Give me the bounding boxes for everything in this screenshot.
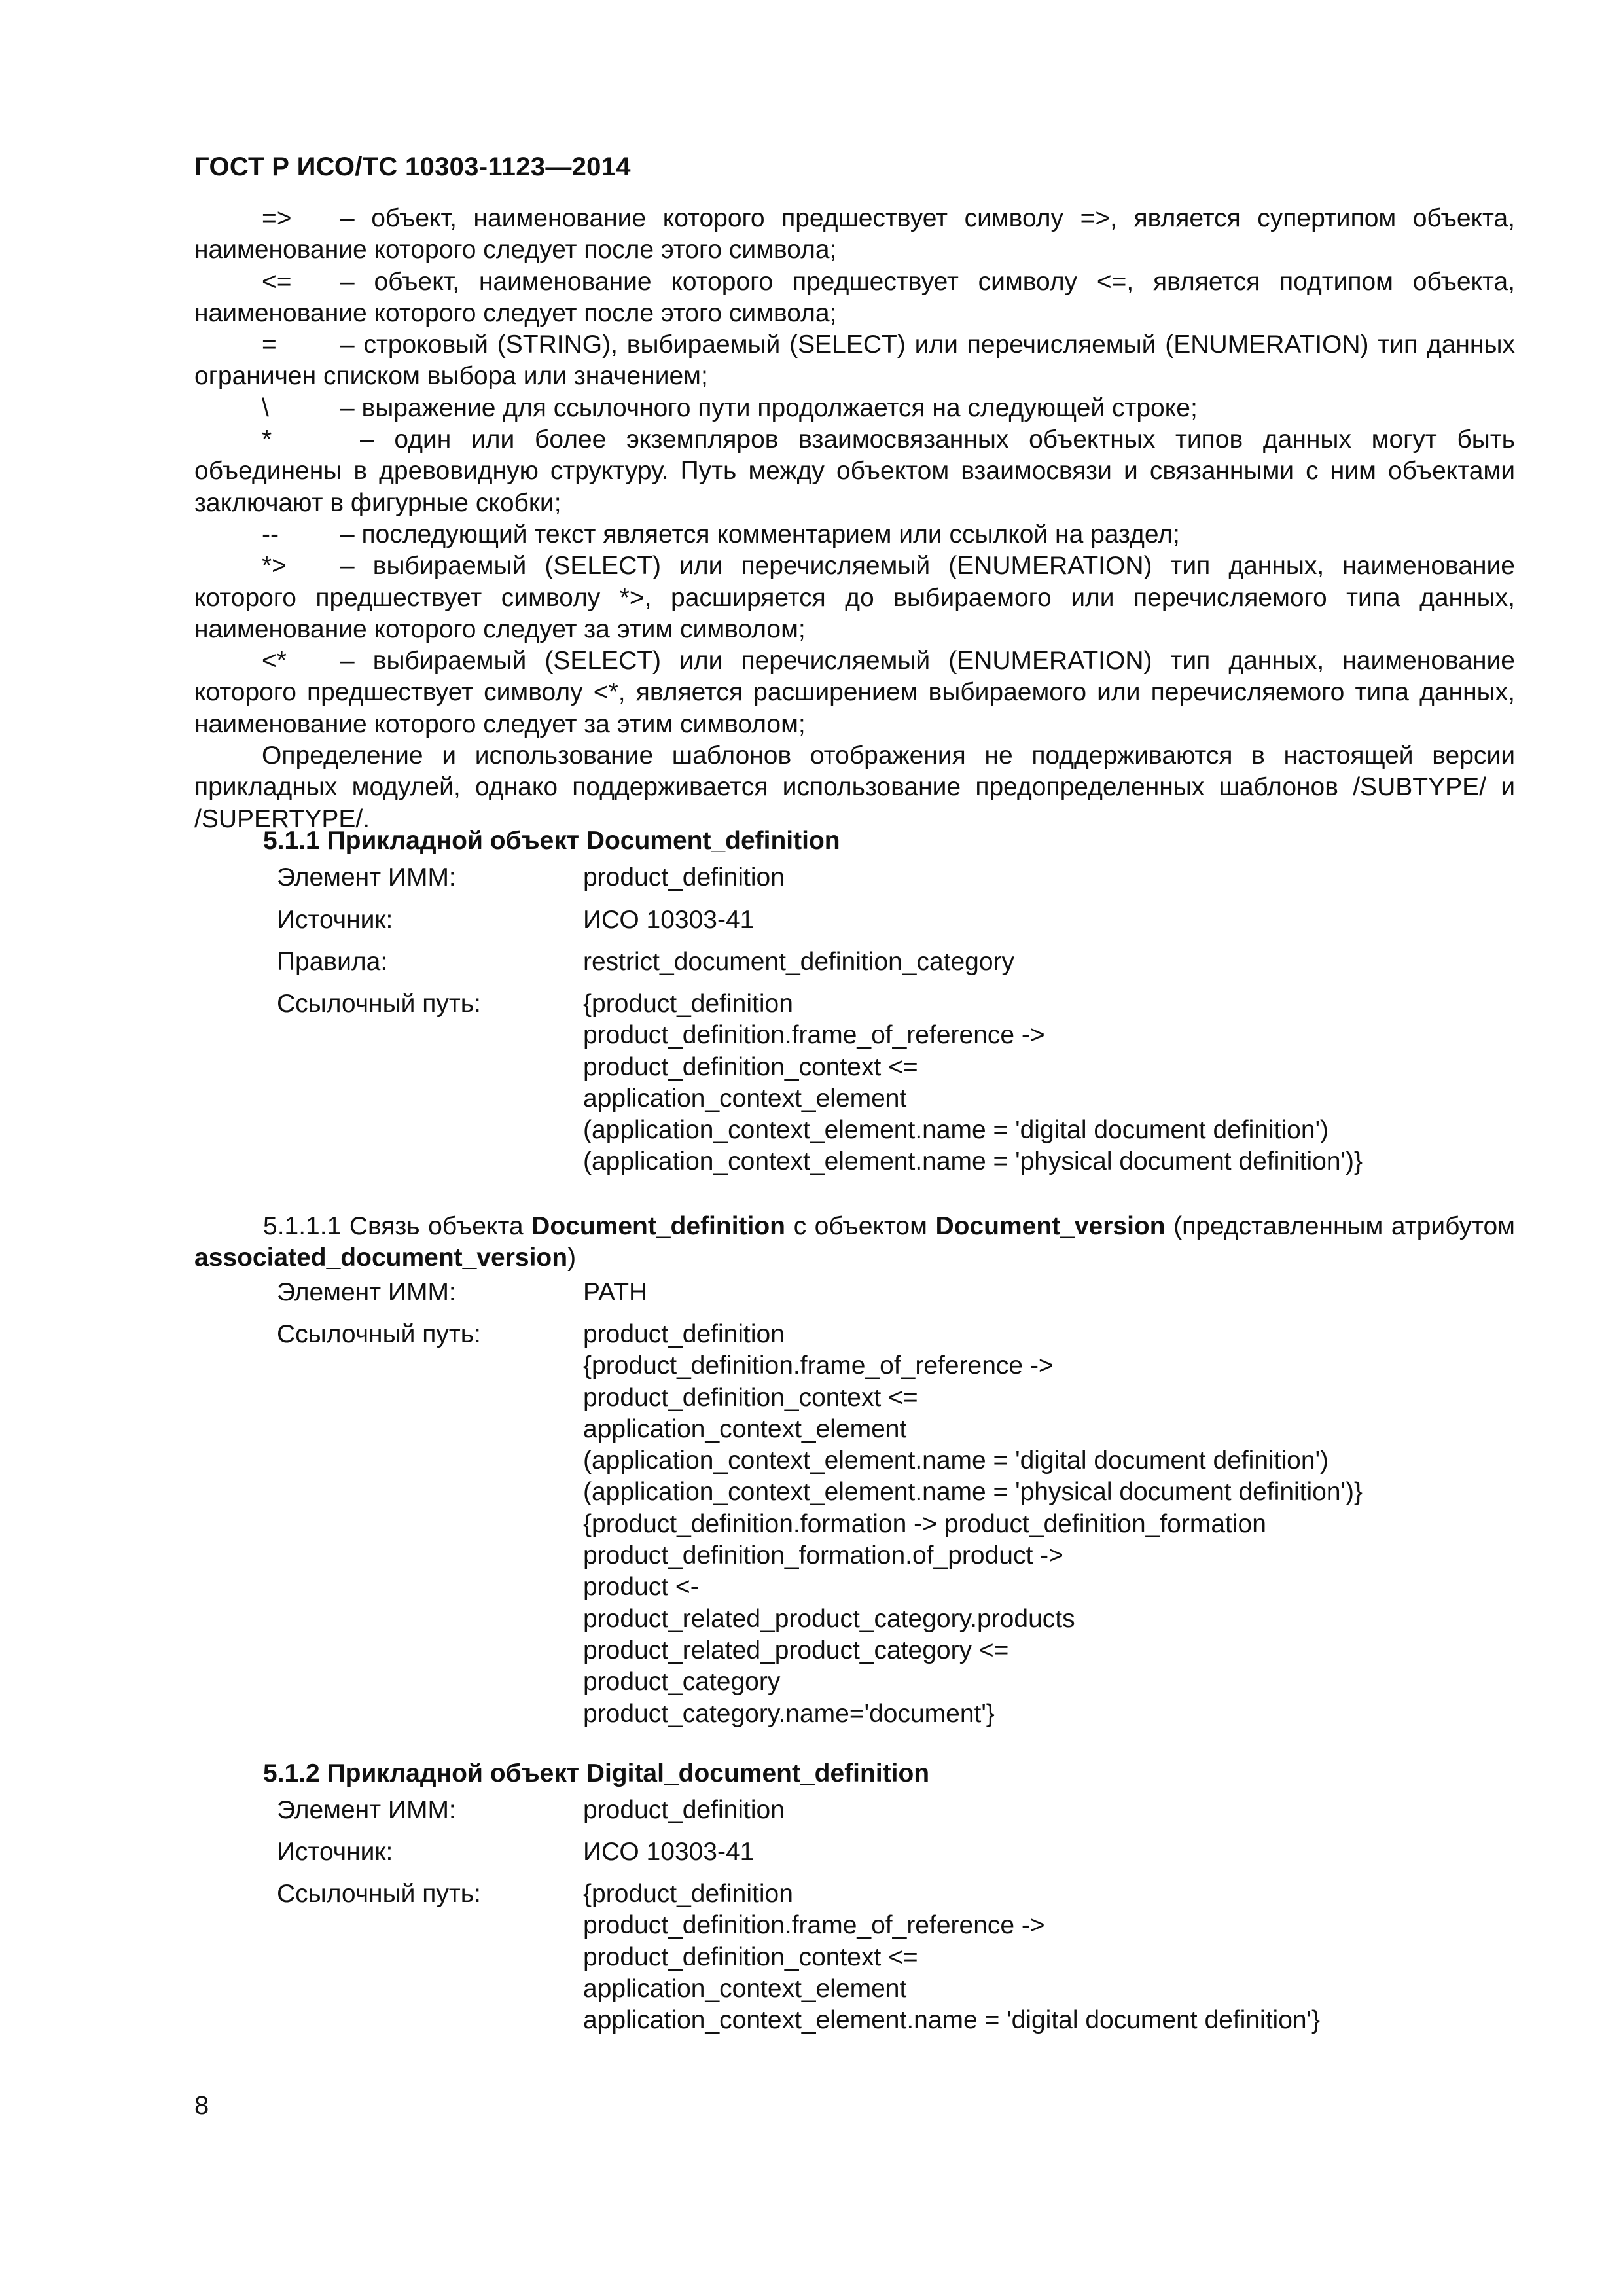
definition-item xyxy=(194,393,1515,424)
section-heading: 5.1.2 Прикладной объект Digital_document_definition xyxy=(263,1759,930,1787)
definition-item xyxy=(194,519,1515,550)
templates-note: Определение и использование шаблонов отображения не поддерживаются в настоящей версии прикладных модулей, однако поддерживается использование предопределенных шаблонов /SUBTYPE/ и /SUPERTYPE/. xyxy=(194,742,1515,833)
document-code: ГОСТ Р ИСО/ТС 10303-1123—2014 xyxy=(194,152,631,181)
section-heading: 5.1.1 Прикладной объект Document_definition xyxy=(263,827,840,855)
mapping-value: product_definition xyxy=(583,1796,785,1824)
definition-text: – последующий текст является комментарием или ссылкой на раздел; xyxy=(340,520,1180,548)
definition-item xyxy=(194,266,1515,330)
mapping-label: Элемент ИММ: xyxy=(277,863,456,891)
object-name: Document_definition xyxy=(531,1212,786,1240)
definition-text: – строковый (STRING), выбираемый (SELECT) или перечисляемый (ENUMERATION) тип данных ограничен списком выбора или значением; xyxy=(194,331,1515,391)
definition-text: – объект, наименование которого предшествует символу <=, является подтипом объекта, наименование которого следует после этого символа; xyxy=(194,267,1515,327)
object-name: Document_version xyxy=(935,1212,1166,1240)
definition-text: – выражение для ссылочного пути продолжается на следующей строке; xyxy=(340,393,1198,422)
definition-item xyxy=(194,645,1515,740)
reference-path: {product_definition product_definition.frame_of_reference -> product_definition_context <= application_context_element (application_context_element.name = 'digital document definition') (application_context_element.name = 'physical document definition')} xyxy=(583,990,1363,1176)
definition-symbol: *> xyxy=(262,552,287,581)
definition-text: – один или более экземпляров взаимосвязанных объектных типов данных могут быть объединены в древовидную структуру. Путь между объектом взаимосвязи и связанными с ним объектами заключают в фигурные скобки; xyxy=(194,425,1515,517)
symbol-definitions xyxy=(194,203,1515,835)
definition-symbol: \ xyxy=(262,393,269,422)
mapping-label: Источник: xyxy=(277,906,393,934)
reference-path: product_definition {product_definition.frame_of_reference -> product_definition_context <= application_context_element (application_context_element.name = 'digital document definition') (application_context_element.name = 'physical document definition')} {product_definition.formation -> product_definition_formation product_definition_formation.of_product -> product <- product_related_product_category.products product_related_product_category <= product_category product_category.name='document'} xyxy=(583,1320,1363,1728)
definition-symbol: <= xyxy=(262,267,292,296)
mapping-label: Ссылочный путь: xyxy=(277,1320,481,1348)
mapping-value: ИСО 10303-41 xyxy=(583,1838,755,1866)
page-number: 8 xyxy=(194,2091,209,2120)
mapping-value: product_definition xyxy=(583,863,785,891)
definition-symbol: <* xyxy=(262,647,287,675)
mapping-label: Элемент ИММ: xyxy=(277,1278,456,1306)
definition-symbol: -- xyxy=(262,520,279,548)
definition-symbol: = xyxy=(262,331,277,359)
relation-paragraph: 5.1.1.1 Связь объекта Document_definition с объектом Document_version (представленным атрибутом associated_document_version) xyxy=(194,1212,1515,1272)
mapping-value: ИСО 10303-41 xyxy=(583,906,755,934)
definition-symbol: => xyxy=(262,204,292,232)
definition-text: – выбираемый (SELECT) или перечисляемый (ENUMERATION) тип данных, наименование которого предшествует символу <*, является расширением выбираемого или перечисляемого типа данных, наименование которого следует за этим символом; xyxy=(194,647,1515,738)
definition-item xyxy=(194,424,1515,519)
mapping-label: Элемент ИММ: xyxy=(277,1796,456,1824)
reference-path: {product_definition product_definition.frame_of_reference -> product_definition_context <= application_context_element application_context_element.name = 'digital document definition'} xyxy=(583,1880,1321,2035)
definition-symbol: * xyxy=(262,425,272,454)
definition-item xyxy=(194,203,1515,266)
mapping-label: Правила: xyxy=(277,948,388,976)
mapping-value: PATH xyxy=(583,1278,648,1306)
mapping-label: Ссылочный путь: xyxy=(277,1880,481,1908)
definition-item xyxy=(194,550,1515,645)
definition-text: – выбираемый (SELECT) или перечисляемый (ENUMERATION) тип данных, наименование которого предшествует символу *>, расширяется до выбираемого или перечисляемого типа данных, наименование которого следует за этим символом; xyxy=(194,552,1515,643)
mapping-label: Ссылочный путь: xyxy=(277,990,481,1018)
mapping-value: restrict_document_definition_category xyxy=(583,948,1015,976)
definition-text: – объект, наименование которого предшествует символу =>, является супертипом объекта, наименование которого следует после этого символа; xyxy=(194,204,1515,264)
definition-item xyxy=(194,329,1515,393)
attribute-name: associated_document_version xyxy=(194,1244,568,1272)
mapping-label: Источник: xyxy=(277,1838,393,1866)
